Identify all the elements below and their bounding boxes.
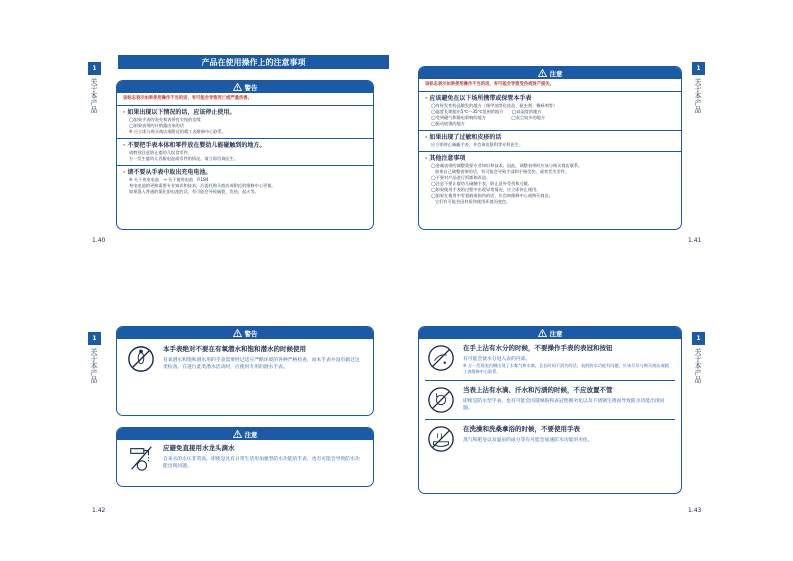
side-tab-number: 1 bbox=[88, 332, 101, 345]
panel-header-label: 警告 bbox=[244, 329, 258, 338]
section bbox=[419, 91, 681, 130]
warning-icon bbox=[538, 69, 547, 77]
section-line: 应立即停止佩戴手表，并咨询皮肤科等专科医生。 bbox=[431, 142, 524, 147]
section-title: · 请不要从手表中取出充电电池。 bbox=[123, 169, 212, 176]
section-line: 它们有可能会因材质和使用环境而变色。 bbox=[435, 199, 511, 204]
section-title: · 其他注意事项 bbox=[425, 155, 466, 162]
caution-title: 在手上沾有水分的时候，不要操作手表的表冠和按钮 bbox=[463, 344, 613, 352]
section bbox=[117, 138, 373, 165]
side-tab-p141 bbox=[692, 62, 705, 113]
page-title: 产品在使用操作上的注意事项 bbox=[118, 55, 389, 69]
side-tab-label: 关于本产品 bbox=[90, 78, 98, 113]
section-title: · 如果出现了过敏和皮疹的话 bbox=[425, 134, 502, 141]
section-title: · 如果出现以下情况的话，应该停止使用。 bbox=[123, 109, 236, 116]
side-tab-number: 1 bbox=[88, 62, 101, 75]
caution-title: 当表上沾有水滴、汗水和污渍的时候，不应放置不管 bbox=[463, 386, 613, 394]
sweat-watch-icon bbox=[427, 386, 455, 414]
warning-title: 本手表绝对不要在有氧潜水和饱和潜水的时候使用 bbox=[163, 345, 306, 353]
side-tab-p140 bbox=[88, 62, 101, 113]
section-line: 充电电池的更换需要专业知识和技术，应委托购买商店或附近的维修中心更换。 bbox=[129, 183, 276, 188]
panel-header-label: 警告 bbox=[244, 83, 258, 92]
page-number: 1.43 bbox=[688, 507, 702, 514]
side-tab-label: 关于本产品 bbox=[694, 348, 702, 383]
panel-intro: 该标志表示如果使用操作不当的话，有可能会导致受伤或财产损失。 bbox=[425, 82, 554, 87]
no-bath-icon bbox=[427, 425, 455, 453]
section-line: ◯有挥发性药品散发的地方（指甲油等化妆品、驱虫剂、稀释剂等） bbox=[431, 103, 558, 108]
caution-panel-p142 bbox=[116, 427, 374, 487]
section-line: 如果自己调整表带的话，有可能会导致手部和手指受伤，或者丢失零件。 bbox=[435, 169, 570, 174]
section-line: ◯如果在使用中有划痕或损伤的话，应咨询维修中心或购买商店。 bbox=[431, 193, 553, 198]
section-line: ◯温度长期超出5℃～35℃范围的地方 ◯高湿度的地方 bbox=[431, 109, 542, 114]
section bbox=[117, 165, 373, 198]
caution-body: 自来水的水压非常高，即使是具有日常生活用加强型防水功能的手表，也有可能会导致防水功能出现问题。 bbox=[163, 457, 360, 469]
panel-header-label: 注意 bbox=[244, 430, 258, 439]
faucet-icon bbox=[127, 444, 155, 472]
warning-item bbox=[117, 339, 373, 379]
warning-panel-p140 bbox=[116, 80, 374, 230]
section-line: ◯振动较强的地方 bbox=[431, 121, 465, 126]
panel-header-label: 注意 bbox=[549, 329, 563, 338]
warning-icon bbox=[233, 83, 242, 91]
section-line: ◯如果手表的表壳和表带有尖锐的边缘 bbox=[129, 117, 201, 122]
page-number: 1.41 bbox=[688, 237, 702, 244]
section-line: ◯金属表带的调整需要专业知识和技术。因此，调整表带时应该与购买商店联系。 bbox=[431, 163, 583, 168]
section-line: ◯如果使用手表的过程中出现异常情况，应立即停止使用。 bbox=[431, 187, 541, 192]
section bbox=[117, 105, 373, 138]
caution-item bbox=[419, 381, 681, 419]
no-diving-icon bbox=[127, 345, 155, 373]
section-line: ◯不要对产品进行拆卸和改造。 bbox=[431, 175, 491, 180]
panel-intro: 该标志表示如果使用操作不当的话，有可能会导致死亡或严重伤害。 bbox=[123, 96, 252, 101]
wet-hand-crown-icon bbox=[427, 344, 455, 372]
section-line: 如果混入普通的氧化银电池的话，有可能会导致破裂、发热、起火等。 bbox=[129, 189, 259, 194]
panel-header bbox=[117, 81, 373, 93]
side-tab-number: 1 bbox=[692, 332, 705, 345]
caution-panel-p141 bbox=[418, 66, 682, 230]
section-note: ※ 应立即与购买商店或附近的精工表维修中心联系。 bbox=[129, 129, 226, 134]
caution-panel-p143 bbox=[418, 326, 682, 494]
panel-header bbox=[419, 327, 681, 339]
caution-item bbox=[419, 420, 681, 458]
page-number: 1.40 bbox=[92, 237, 106, 244]
section-line: ※ 关于充电电池 → 关于使用电池 P.184 bbox=[129, 177, 209, 182]
section-line: ◯受到磁气和静电影响的地方 ◯灰尘较多的地方 bbox=[431, 115, 546, 120]
section-line: 请特别注意防止婴幼儿误食零件。 bbox=[129, 150, 192, 155]
section bbox=[419, 151, 681, 208]
warning-panel-p142 bbox=[116, 326, 374, 416]
warning-body: 有氧潜水和饱和潜水用的手表需要经过适应严酷环境的各种严格检查，而本手表并没有做过这类检查。在进行此类潜水活动时，应使用专用的潜水手表。 bbox=[163, 358, 360, 370]
side-tab-label: 关于本产品 bbox=[694, 78, 702, 113]
side-tab-p142 bbox=[88, 332, 101, 383]
page-number: 1.42 bbox=[92, 507, 106, 514]
panel-header bbox=[117, 327, 373, 339]
warning-icon bbox=[538, 329, 547, 337]
section-line: 万一发生婴幼儿吞服电池或零件的情况，请立即咨询医生。 bbox=[129, 156, 238, 161]
warning-icon bbox=[233, 430, 242, 438]
section-title: · 应该避免在以下场所携带或保管本手表 bbox=[425, 95, 532, 102]
section bbox=[419, 130, 681, 151]
section-line: ◯注意不要让婴幼儿碰触手表，防止意外受伤和过敏。 bbox=[431, 181, 533, 186]
caution-item bbox=[117, 440, 373, 478]
caution-body: 即使是防水型手表，也有可能会因玻璃胶和表冠垫圈劣化以及不锈钢生锈而导致防水功能出现问题。 bbox=[463, 399, 665, 411]
caution-body: 有可能会使水分进入表的内部。 bbox=[463, 357, 531, 362]
caution-title: 应避免直接用水龙头滴水 bbox=[163, 444, 235, 452]
side-tab-number: 1 bbox=[692, 62, 705, 75]
warning-icon bbox=[233, 329, 242, 337]
caution-body: 蒸气和肥皂以及温泉的成分等有可能会加速防水功能的劣化。 bbox=[463, 438, 593, 443]
panel-header bbox=[419, 67, 681, 79]
side-tab-label: 关于本产品 bbox=[90, 348, 98, 383]
section-title: · 不要把手表本体和零件放在婴幼儿能碰触到的地方。 bbox=[123, 142, 266, 149]
panel-header bbox=[117, 428, 373, 440]
caution-title: 在洗澡和洗桑拿浴的时候，不要使用手表 bbox=[463, 425, 580, 433]
section-line: ◯如果表带的针销露出来的话 bbox=[129, 123, 184, 128]
caution-note: ※ 万一发现表内侧出现了水雾气和水滴，且长时间不消失的话，表的防水功能有问题。应该尽早与购买商店或精工表维修中心联系。 bbox=[463, 363, 669, 374]
side-tab-p143 bbox=[692, 332, 705, 383]
caution-item bbox=[419, 339, 681, 380]
panel-header-label: 注意 bbox=[549, 69, 563, 78]
